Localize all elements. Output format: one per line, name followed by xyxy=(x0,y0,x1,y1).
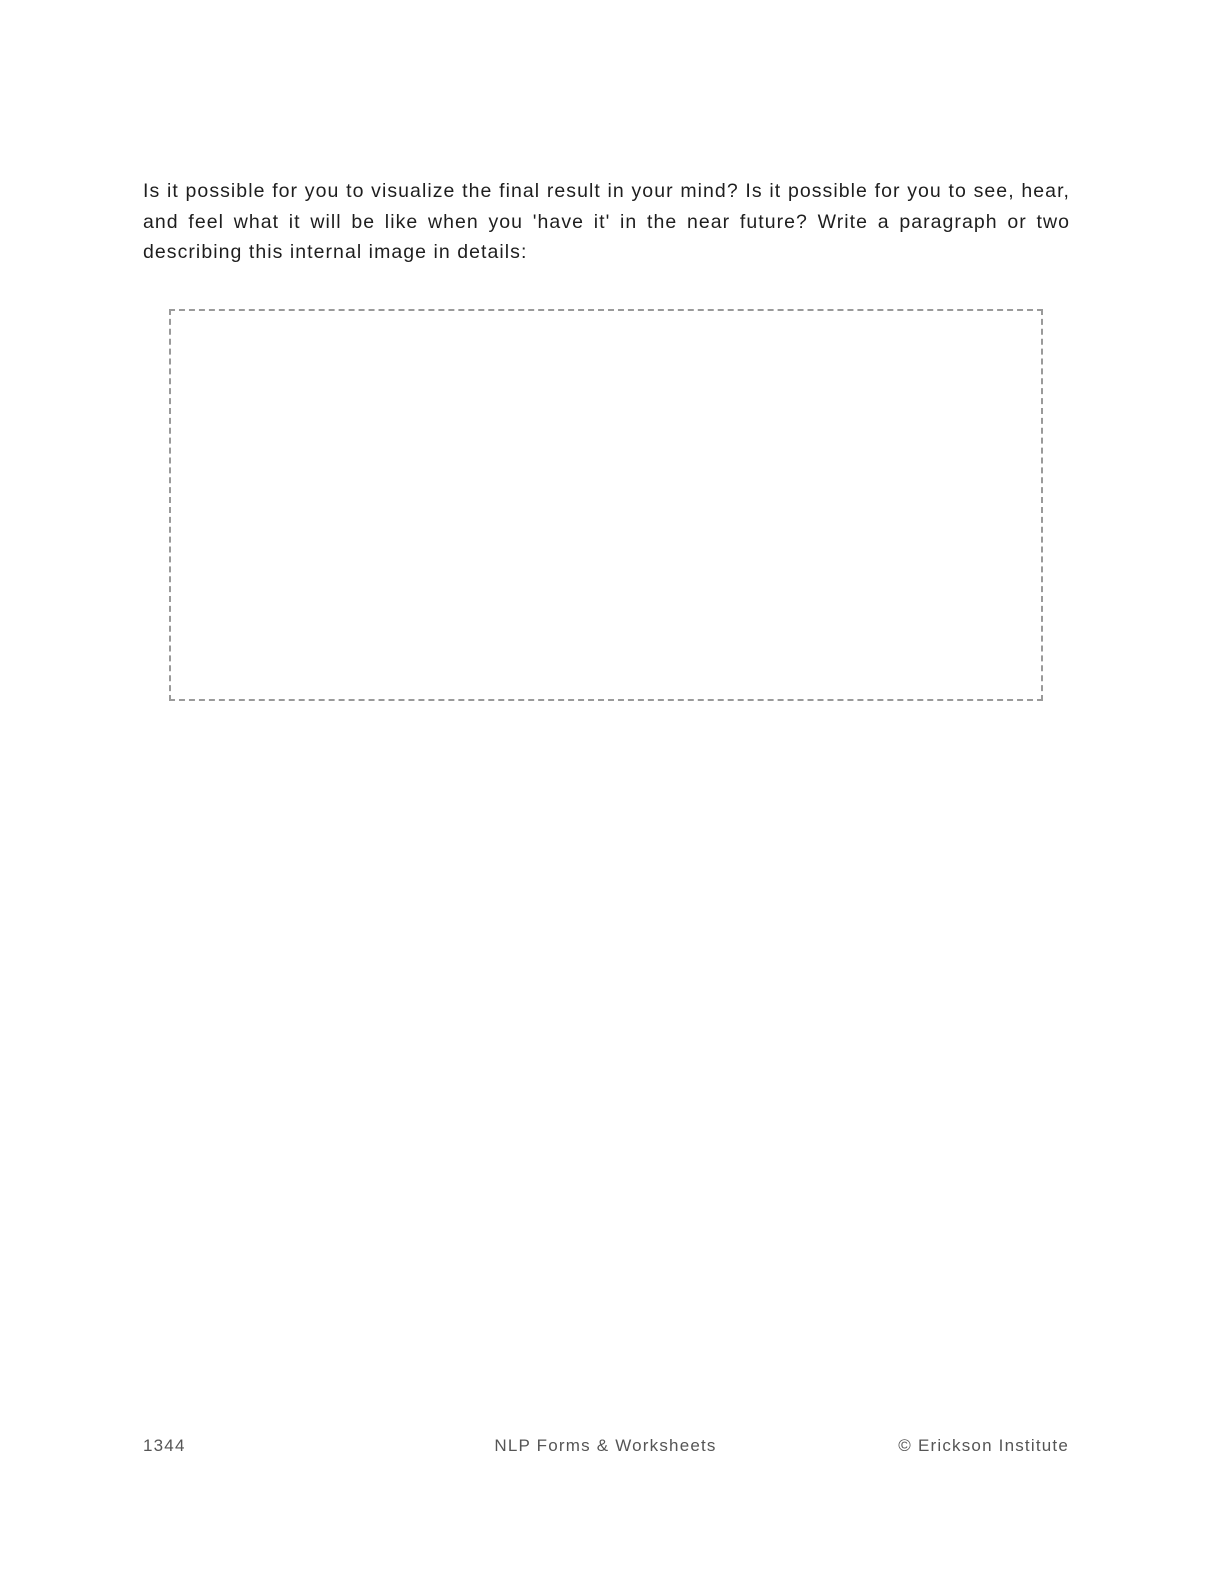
footer-copyright: © Erickson Institute xyxy=(898,1436,1069,1455)
page-number: 1344 xyxy=(143,1436,186,1455)
worksheet-prompt: Is it possible for you to visualize the final result in your mind? Is it possible for you to see, hear, and feel what it will be like when you 'have it' in the near future? Write a paragraph or two describing this internal image in details: xyxy=(143,180,1070,263)
footer-title: NLP Forms & Worksheets xyxy=(494,1436,717,1455)
page-footer xyxy=(0,1436,1224,1460)
answer-box[interactable] xyxy=(169,309,1043,701)
